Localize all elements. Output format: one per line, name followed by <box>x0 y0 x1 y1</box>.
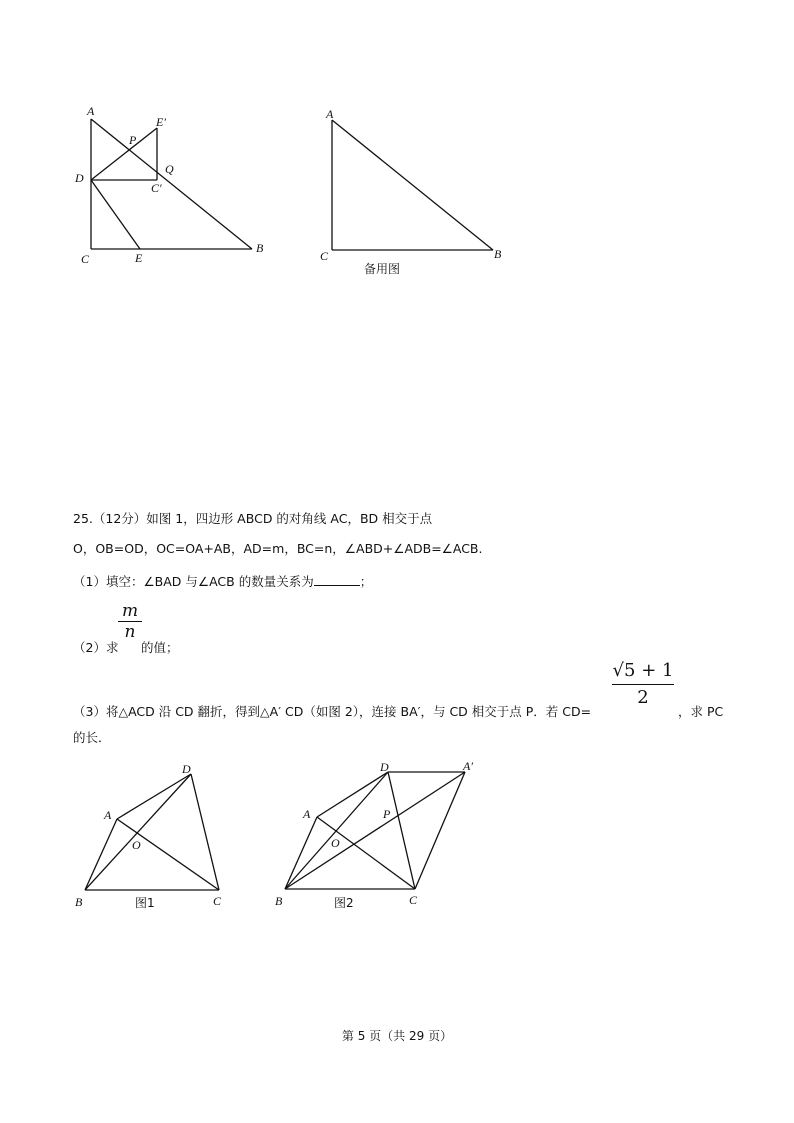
label-C: C <box>81 252 90 266</box>
label-C: C <box>320 249 329 263</box>
figure-top-right-lines <box>332 120 493 250</box>
figure-caption: 备用图 <box>364 262 401 276</box>
label-C: C <box>213 894 222 908</box>
figure-caption: 图1 <box>135 896 155 910</box>
question-3-line-2: 的长． <box>73 730 111 745</box>
figure-2-lines <box>285 772 465 889</box>
question-1 <box>73 573 372 590</box>
figure-1 <box>65 758 245 918</box>
answer-blank <box>314 573 360 586</box>
problem-line-1: 25.（12分）如图 1，四边形 ABCD 的对角线 AC，BD 相交于点 <box>73 511 433 526</box>
question-1-text: （1）填空：∠BAD 与∠ACB 的数量关系为 <box>73 574 314 589</box>
label-O: O <box>331 836 340 850</box>
label-B: B <box>494 247 502 261</box>
fraction-numerator: m <box>121 601 139 621</box>
figure-caption: 图2 <box>334 896 354 910</box>
label-P: P <box>129 133 137 147</box>
question-3-suffix: ，求 PC <box>678 704 724 719</box>
label-O: O <box>132 838 141 852</box>
label-B: B <box>256 241 264 255</box>
fraction-denominator: n <box>124 622 136 642</box>
question-2-prefix: （2）求 <box>73 640 119 655</box>
label-D: D <box>75 171 84 185</box>
label-D: D <box>380 760 389 774</box>
label-B: B <box>75 895 83 909</box>
label-P: P <box>383 807 391 821</box>
question-1-suffix: ； <box>359 574 373 589</box>
page-footer: 第 5 页（共 29 页） <box>341 1029 453 1043</box>
figure-2 <box>265 755 495 920</box>
label-A: A <box>87 104 95 118</box>
label-C: C <box>409 893 418 907</box>
label-A: A <box>303 807 311 821</box>
label-A-prime: A′ <box>463 759 473 773</box>
fraction-numerator: √5 + 1 <box>612 660 674 681</box>
label-A: A <box>104 808 112 822</box>
label-C-prime: C′ <box>151 181 162 195</box>
problem-line-2: O，OB=OD，OC=OA+AB，AD=m，BC=n，∠ABD+∠ADB=∠ACB. <box>73 541 483 556</box>
figure-1-lines <box>85 774 219 890</box>
fraction-denominator: 2 <box>637 687 649 708</box>
fraction-sqrt5-plus-1-over-2 <box>612 658 674 711</box>
label-B: B <box>275 894 283 908</box>
figure-top-left-lines <box>91 119 252 249</box>
label-Q: Q <box>165 162 174 176</box>
fraction-m-over-n <box>118 601 142 642</box>
figure-top-right <box>310 100 520 280</box>
figure-top-left <box>60 95 290 275</box>
label-E-prime: E′ <box>156 115 166 129</box>
question-3-text: （3）将△ACD 沿 CD 翻折，得到△A′ CD（如图 2），连接 BA′，与 CD 相交于点 P．若 CD= <box>73 704 592 719</box>
label-D: D <box>182 762 191 776</box>
question-2-suffix: 的值； <box>141 640 179 655</box>
label-A: A <box>326 107 334 121</box>
label-E: E <box>135 251 143 265</box>
